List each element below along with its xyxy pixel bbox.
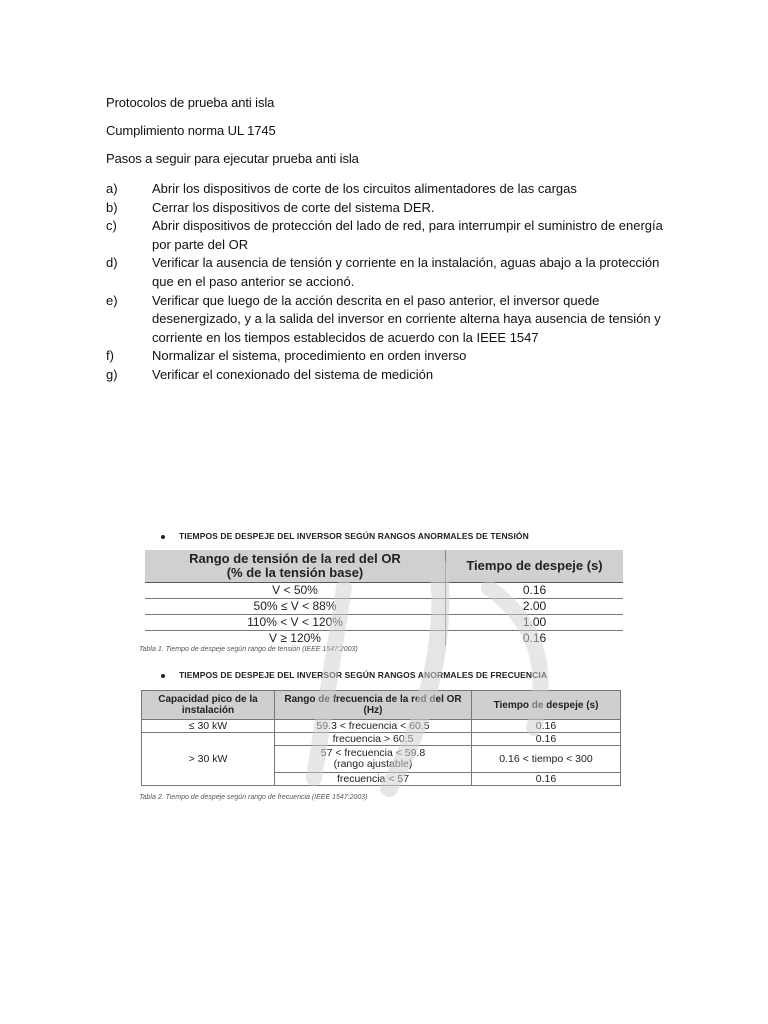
table-row: 57 < frecuencia < 59.8 (rango ajustable) 0.16 < tiempo < 300	[142, 746, 621, 773]
step-marker: f)	[106, 348, 114, 364]
frequency-section-title: TIEMPOS DE DESPEJE DEL INVERSOR SEGÚN RANGOS ANORMALES DE FRECUENCIA	[161, 670, 547, 680]
step-marker: e)	[106, 292, 118, 308]
steps-heading: Pasos a seguir para ejecutar prueba anti isla	[106, 151, 359, 166]
document-title: Protocolos de prueba anti isla	[106, 95, 275, 110]
step-text: Verificar el conexionado del sistema de medición	[152, 366, 434, 382]
table-row: frecuencia < 57 0.16	[142, 773, 621, 786]
step-text: Verificar que luego de la acción descrita en el paso anterior, el inversor quede desenergizado, y a la salida del inversor en corriente alterna haya ausencia de tensión y corriente en los tiempos establecidos de acuerdo con la IEEE 1547	[152, 292, 661, 345]
list-item	[106, 217, 666, 254]
steps-list	[106, 180, 666, 385]
step-marker: a)	[106, 181, 118, 196]
table-row: > 30 kW frecuencia > 60.5 0.16	[142, 733, 621, 746]
table-header-row	[142, 691, 621, 720]
step-marker: g)	[106, 366, 118, 382]
frequency-clearing-table	[141, 690, 621, 786]
step-marker: b)	[106, 199, 118, 215]
step-text: Abrir dispositivos de protección del lado de red, para interrumpir el suministro de energía por parte del OR	[152, 218, 663, 252]
voltage-section-title: TIEMPOS DE DESPEJE DEL INVERSOR SEGÚN RANGOS ANORMALES DE TENSIÓN	[161, 531, 529, 541]
table-row: V ≥ 120% 0.16	[145, 631, 623, 647]
table-row: ≤ 30 kW 59.3 < frecuencia < 60.5 0.16	[142, 720, 621, 733]
list-item	[106, 366, 666, 385]
embedded-tables-figure	[139, 528, 629, 810]
bullet-icon	[161, 535, 165, 539]
header-clearing-time: Tiempo de despeje (s)	[472, 691, 621, 720]
voltage-table-caption: Tabla 1. Tiempo de despeje según rango de tensión (IEEE 1547:2003)	[139, 646, 358, 653]
step-marker: c)	[106, 218, 117, 234]
frequency-table-caption: Tabla 2. Tiempo de despeje según rango de frecuencia (IEEE 1547:2003)	[139, 794, 368, 801]
header-capacity: Capacidad pico de la instalación	[142, 691, 275, 720]
table-row: 50% ≤ V < 88% 2.00	[145, 599, 623, 615]
table-header-row	[145, 550, 623, 583]
header-voltage-range: Rango de tensión de la red del OR (% de la tensión base)	[145, 550, 446, 583]
step-marker: d)	[106, 255, 118, 271]
voltage-clearing-table	[145, 550, 623, 646]
list-item	[106, 292, 666, 348]
list-item	[106, 199, 666, 218]
header-clearing-time: Tiempo de despeje (s)	[446, 550, 624, 583]
list-item	[106, 347, 666, 366]
list-item	[106, 180, 666, 199]
step-text: Abrir los dispositivos de corte de los circuitos alimentadores de las cargas	[152, 181, 577, 196]
step-text: Normalizar el sistema, procedimiento en orden inverso	[152, 348, 467, 364]
step-text: Verificar la ausencia de tensión y corriente en la instalación, aguas abajo a la protección que en el paso anterior se accionó.	[152, 255, 660, 289]
step-text: Cerrar los dispositivos de corte del sistema DER.	[152, 199, 435, 215]
header-frequency-range: Rango de frecuencia de la red del OR (Hz)	[275, 691, 472, 720]
table-row: V < 50% 0.16	[145, 583, 623, 599]
list-item	[106, 254, 666, 291]
document-subtitle: Cumplimiento norma UL 1745	[106, 123, 276, 138]
table-row: 110% < V < 120% 1.00	[145, 615, 623, 631]
bullet-icon	[161, 674, 165, 678]
